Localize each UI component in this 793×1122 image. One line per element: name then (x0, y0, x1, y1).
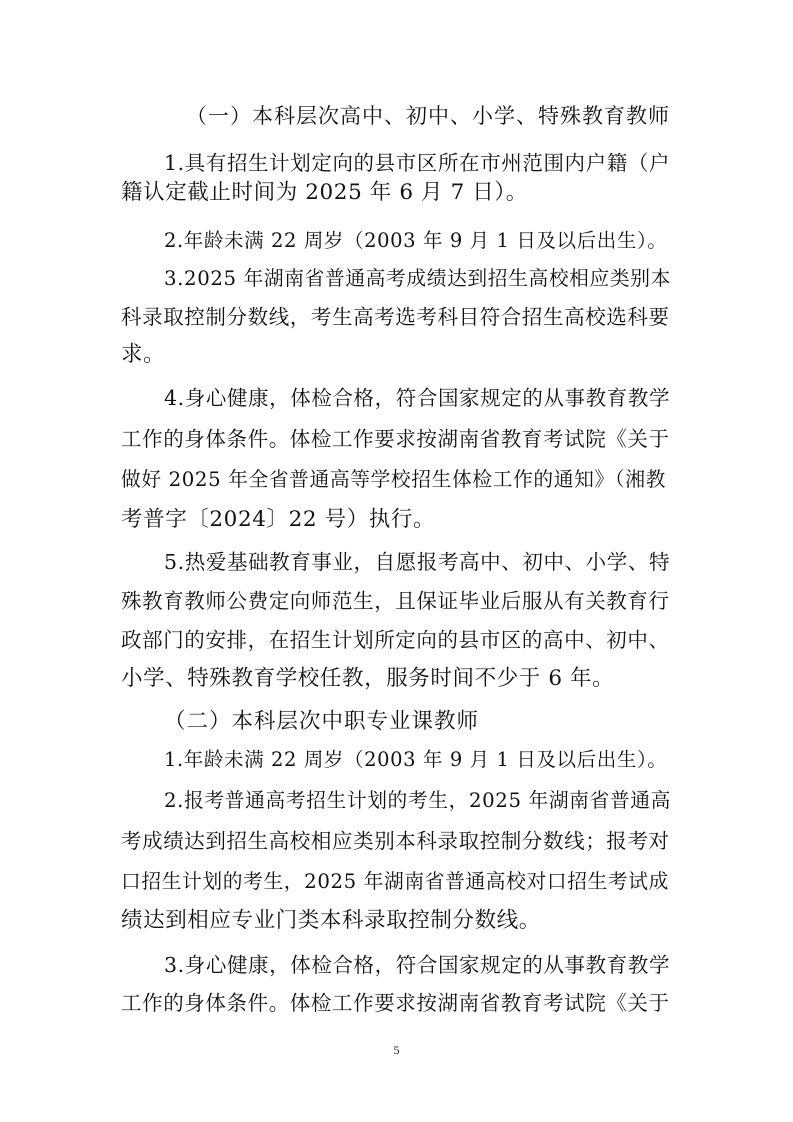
paragraph-line: 3.身心健康，体检合格，符合国家规定的从事教育教学 (164, 953, 671, 977)
paragraph-line: 籍认定截止时间为 2025 年 6 月 7 日）。 (121, 180, 528, 205)
paragraph-line: 3.2025 年湖南省普通高考成绩达到招生高校相应类别本 (164, 267, 671, 290)
paragraph-line: 考成绩达到招生高校相应类别本科录取控制分数线；报考对 (121, 829, 670, 853)
paragraph-line: 绩达到相应专业门类本科录取控制分数线。 (121, 908, 541, 933)
paragraph-line: 4.身心健康，体检合格，符合国家规定的从事教育教学 (164, 386, 671, 410)
paragraph-line: 小学、特殊教育学校任教，服务时间不少于 6 年。 (121, 666, 615, 691)
paragraph-line: 5.热爱基础教育事业，自愿报考高中、初中、小学、特 (164, 550, 671, 574)
paragraph-line: 殊教育教师公费定向师范生，且保证毕业后服从有关教育行 (121, 589, 670, 613)
section-heading: （一）本科层次高中、初中、小学、特殊教育教师 (186, 104, 670, 128)
paragraph-line: 1.具有招生计划定向的县市区所在市州范围内户籍（户 (164, 151, 671, 175)
paragraph-line: 口招生计划的考生，2025 年湖南省普通高校对口招生考试成 (121, 870, 669, 893)
paragraph-line: 工作的身体条件。体检工作要求按湖南省教育考试院《关于 (121, 991, 670, 1015)
page-number: 5 (393, 1043, 400, 1057)
paragraph-line: 2.报考普通高考招生计划的考生，2025 年湖南省普通高 (164, 789, 671, 812)
paragraph-line: 工作的身体条件。体检工作要求按湖南省教育考试院《关于 (121, 427, 670, 451)
paragraph-line: 科录取控制分数线，考生高考选考科目符合招生高校选科要 (121, 305, 670, 329)
paragraph-line: 求。 (121, 342, 166, 367)
paragraph-line: 做好 2025 年全省普通高等学校招生体检工作的通知》（湘教 (121, 468, 666, 491)
paragraph-line: 1.年龄未满 22 周岁（2003 年 9 月 1 日及以后出生）。 (164, 748, 668, 771)
paragraph-line: 考普字〔2024〕22 号）执行。 (121, 507, 436, 532)
section-heading: （二）本科层次中职专业课教师 (164, 709, 480, 734)
paragraph-line: 2.年龄未满 22 周岁（2003 年 9 月 1 日及以后出生）。 (164, 229, 668, 252)
paragraph-line: 政部门的安排，在招生计划所定向的县市区的高中、初中、 (121, 628, 670, 652)
